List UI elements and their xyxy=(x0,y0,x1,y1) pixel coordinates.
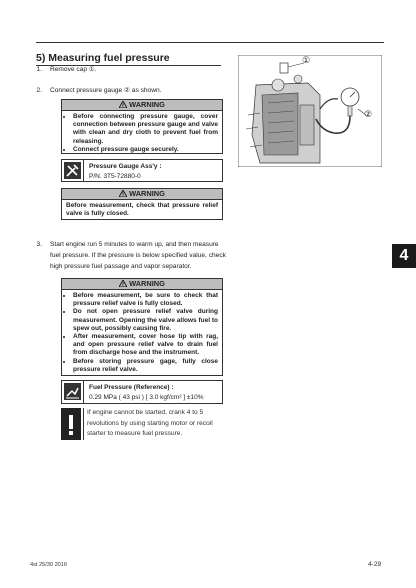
callout-2: ② xyxy=(364,109,373,119)
tool-icon xyxy=(64,162,81,179)
warning-item: • Before measurement, be sure to check that pressure relief valve is fully closed. xyxy=(73,292,218,308)
step-number: 1. xyxy=(36,66,42,73)
step-text-line: high pressure fuel passage and vapor separator. xyxy=(50,263,192,270)
warning-header: WARNING xyxy=(62,189,222,200)
warning-box-3 xyxy=(61,278,223,376)
gauge-icon xyxy=(64,383,81,400)
warning-header: WARNING xyxy=(62,279,222,290)
callout-1: ① xyxy=(302,55,311,65)
warning-triangle-icon xyxy=(119,101,127,108)
warning-box-1 xyxy=(61,99,223,154)
step-2 xyxy=(26,86,226,97)
step-number: 3. xyxy=(36,241,42,248)
page-number: 4-29 xyxy=(368,561,382,568)
fuel-pressure-gauge-illustration xyxy=(238,55,382,167)
warning-item: • Do not open pressure relief valve during measurement. Opening the valve allows fuel to spew out, possibly causing fire. xyxy=(73,308,218,333)
step-text-line: Start engine run 5 minutes to warm up, and then measure xyxy=(50,241,219,248)
spec-value: 0.29 MPa ( 43 psi ) [ 3.0 kgf/cm² ] ±10% xyxy=(89,394,204,401)
warning-item: • After measurement, cover hose tip with rag, and open pressure relief valve to drain fuel from discharge hose and the instrument. xyxy=(73,333,218,358)
warning-item: • Before connecting pressure gauge, cover connection between pressure gauge and valve with clean and dry cloth to prevent fuel from releasing. xyxy=(73,113,218,146)
spec-box-tool xyxy=(61,159,223,182)
step-text: Remove cap ①. xyxy=(50,66,97,73)
warning-triangle-icon xyxy=(119,280,127,287)
warning-item: • Before storing pressure gage, fully close pressure relief valve. xyxy=(73,358,218,374)
step-text-line: fuel pressure. If the pressure is below specified value, check xyxy=(50,252,226,259)
step-3 xyxy=(26,240,234,274)
spec-label: Pressure Gauge Ass'y : xyxy=(89,163,162,170)
warning-item: • Connect pressure gauge securely. xyxy=(73,146,218,154)
warning-text: Before measurement, check that pressure relief valve is fully closed. xyxy=(66,202,218,218)
warning-header: WARNING xyxy=(62,100,222,111)
step-1 xyxy=(26,65,226,76)
footer-left: 4st 25/30 2016 xyxy=(30,562,68,568)
spec-box-pressure xyxy=(61,380,223,404)
top-rule xyxy=(36,42,384,43)
note-block xyxy=(61,408,231,442)
warning-triangle-icon xyxy=(119,190,127,197)
note-icon xyxy=(61,408,81,440)
step-number: 2. xyxy=(36,87,42,94)
chapter-tab: 4 xyxy=(392,244,416,268)
spec-label: Fuel Pressure (Reference) : xyxy=(89,384,174,391)
section-title: 5) Measuring fuel pressure xyxy=(36,52,170,64)
note-text: If engine cannot be started, crank 4 to 5 revolutions by using starting motor or recoil starter to measure fuel pressure. xyxy=(87,409,213,437)
spec-value: P/N. 3T5-72880-0 xyxy=(89,173,141,180)
warning-box-2 xyxy=(61,188,223,220)
step-text: Connect pressure gauge ② as shown. xyxy=(50,87,162,94)
